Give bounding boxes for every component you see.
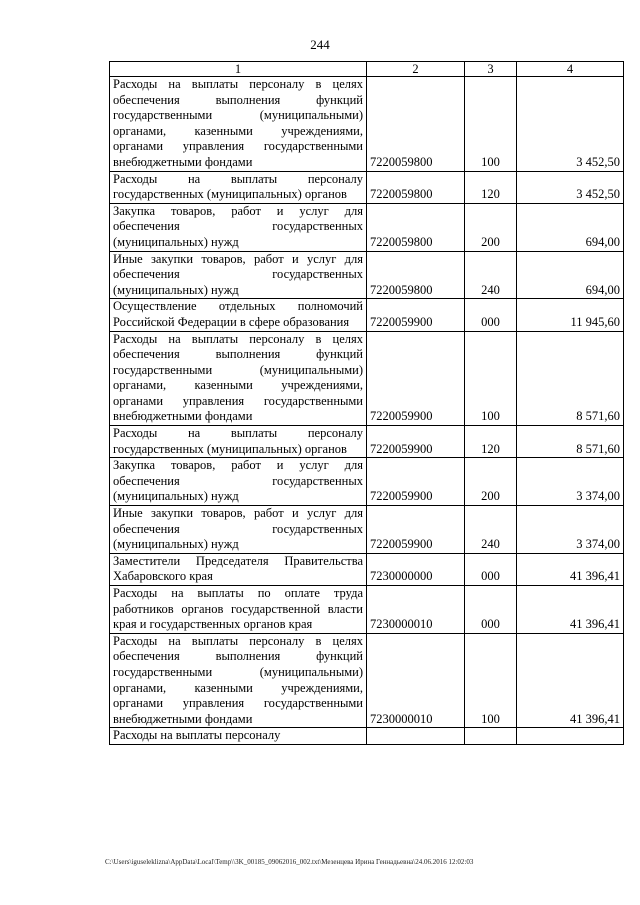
table-row (110, 299, 624, 331)
row-name: Расходы на выплаты персоналу (110, 728, 367, 745)
row-name: Расходы на выплаты по оплате труда работников органов государственной власти края и государственных органов края (110, 586, 367, 634)
row-code: 7230000010 (367, 633, 465, 728)
table-row (110, 728, 624, 745)
row-name: Иные закупки товаров, работ и услуг для обеспечения государственных (муниципальных) нужд (110, 251, 367, 299)
row-amount: 3 452,50 (517, 77, 624, 172)
row-type: 000 (465, 553, 517, 585)
row-type: 100 (465, 331, 517, 426)
row-code: 7230000010 (367, 586, 465, 634)
table-row (110, 251, 624, 299)
row-code: 7220059800 (367, 171, 465, 203)
row-amount: 8 571,60 (517, 426, 624, 458)
table-row (110, 77, 624, 172)
row-name: Расходы на выплаты персоналу в целях обеспечения выполнения функций государственными (муниципальными) органами, казенными учреждениями, органами управления государственными внебюджетными фондами (110, 331, 367, 426)
header-col-1: 1 (110, 62, 367, 77)
row-code: 7220059800 (367, 203, 465, 251)
row-name: Закупка товаров, работ и услуг для обеспечения государственных (муниципальных) нужд (110, 203, 367, 251)
row-amount: 41 396,41 (517, 633, 624, 728)
row-type: 200 (465, 458, 517, 506)
row-type (465, 728, 517, 745)
row-type: 000 (465, 299, 517, 331)
page-number: 244 (310, 37, 330, 52)
table-row (110, 426, 624, 458)
row-code: 7220059900 (367, 426, 465, 458)
row-name: Закупка товаров, работ и услуг для обеспечения государственных (муниципальных) нужд (110, 458, 367, 506)
row-type: 120 (465, 171, 517, 203)
table-row (110, 458, 624, 506)
row-name: Заместители Председателя Правительства Хабаровского края (110, 553, 367, 585)
row-code: 7230000000 (367, 553, 465, 585)
table-row (110, 203, 624, 251)
row-name: Осуществление отдельных полномочий Российской Федерации в сфере образования (110, 299, 367, 331)
row-type: 100 (465, 633, 517, 728)
row-amount: 41 396,41 (517, 553, 624, 585)
row-name: Расходы на выплаты персоналу государственных (муниципальных) органов (110, 426, 367, 458)
file-path-footer: C:\Users\iguseleklizna\AppData\Local\Temp\\3K_00185_09062016_002.txt\Мезенцева Ирина Геннадьевна\24.06.2016 12:02:03 (105, 858, 474, 866)
row-type: 200 (465, 203, 517, 251)
row-code: 7220059800 (367, 251, 465, 299)
row-type: 120 (465, 426, 517, 458)
row-code: 7220059900 (367, 331, 465, 426)
row-name: Расходы на выплаты персоналу в целях обеспечения выполнения функций государственными (муниципальными) органами, казенными учреждениями, органами управления государственными внебюджетными фондами (110, 77, 367, 172)
row-name: Расходы на выплаты персоналу в целях обеспечения выполнения функций государственными (муниципальными) органами, казенными учреждениями, органами управления государственными внебюджетными фондами (110, 633, 367, 728)
table-row (110, 553, 624, 585)
row-name: Иные закупки товаров, работ и услуг для обеспечения государственных (муниципальных) нужд (110, 506, 367, 554)
budget-table (109, 61, 624, 745)
table-header-row (110, 62, 624, 77)
row-code: 7220059800 (367, 77, 465, 172)
row-amount: 41 396,41 (517, 586, 624, 634)
table-row (110, 171, 624, 203)
row-amount: 11 945,60 (517, 299, 624, 331)
row-type: 240 (465, 251, 517, 299)
table-row (110, 506, 624, 554)
row-amount: 8 571,60 (517, 331, 624, 426)
row-amount: 694,00 (517, 251, 624, 299)
row-type: 240 (465, 506, 517, 554)
header-col-2: 2 (367, 62, 465, 77)
row-amount: 3 452,50 (517, 171, 624, 203)
row-type: 100 (465, 77, 517, 172)
row-name: Расходы на выплаты персоналу государственных (муниципальных) органов (110, 171, 367, 203)
row-type: 000 (465, 586, 517, 634)
row-code: 7220059900 (367, 506, 465, 554)
row-amount (517, 728, 624, 745)
header-col-3: 3 (465, 62, 517, 77)
row-code (367, 728, 465, 745)
row-code: 7220059900 (367, 299, 465, 331)
table-row (110, 633, 624, 728)
row-amount: 694,00 (517, 203, 624, 251)
row-amount: 3 374,00 (517, 506, 624, 554)
row-amount: 3 374,00 (517, 458, 624, 506)
table-row (110, 586, 624, 634)
table-row (110, 331, 624, 426)
header-col-4: 4 (517, 62, 624, 77)
row-code: 7220059900 (367, 458, 465, 506)
